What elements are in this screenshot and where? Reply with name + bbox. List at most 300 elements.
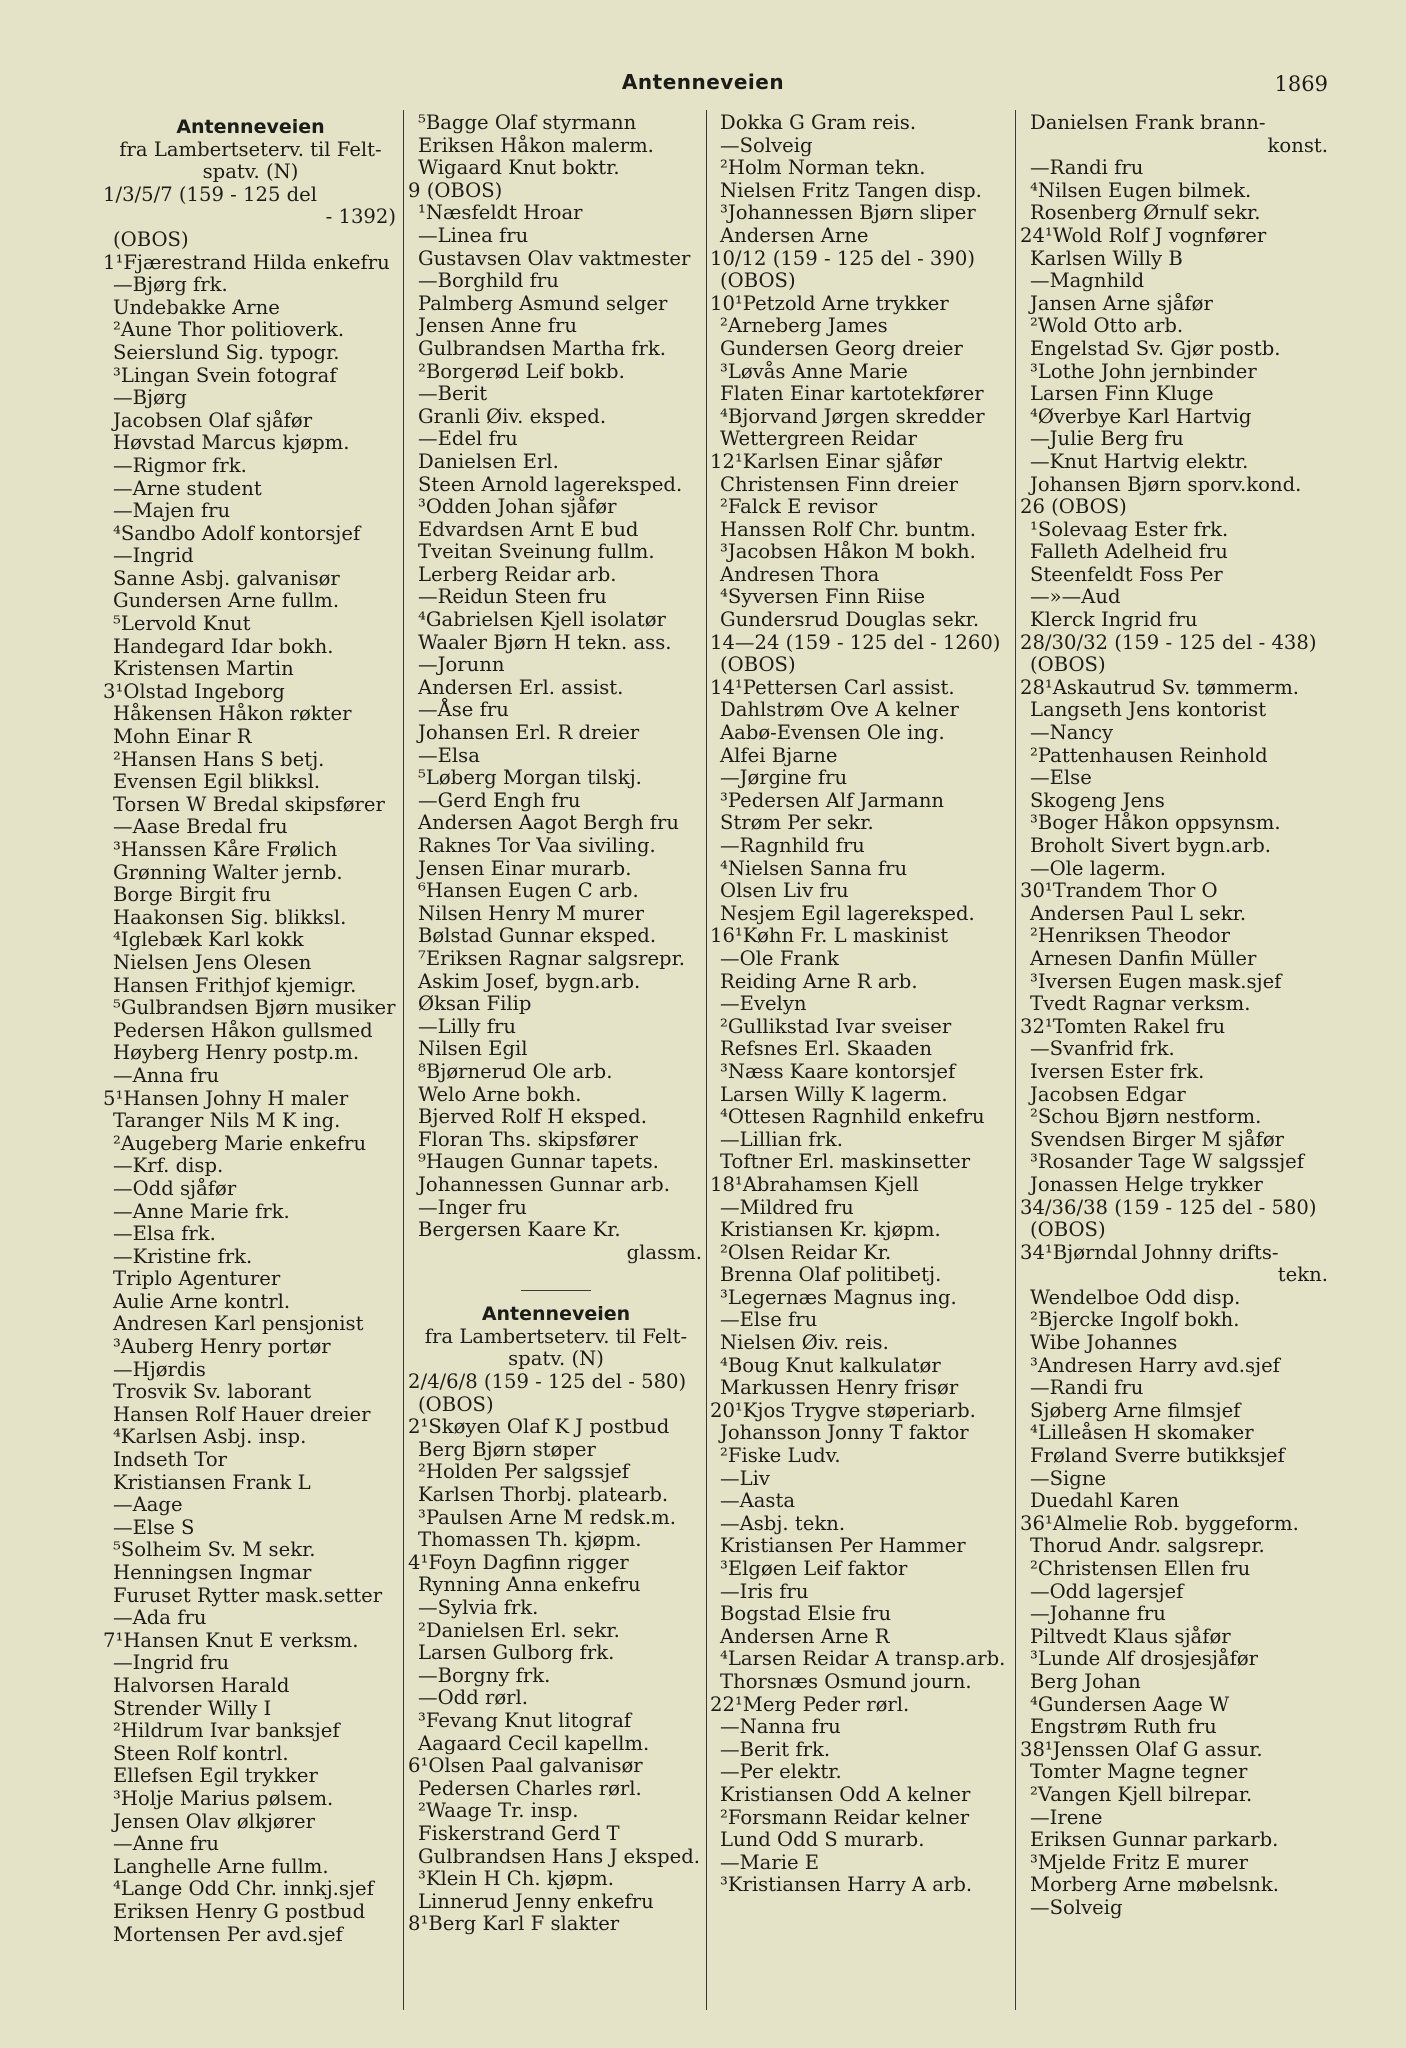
resident-entry: ²Christensen Ellen fru (1030, 1557, 1251, 1580)
resident-entry: Thorsnæs Osmund journ. (720, 1669, 972, 1693)
resident-entry: ²Aune Thor politioverk. (113, 318, 345, 342)
resident-entry: Thorud Andr. salgsrepr. (1030, 1534, 1265, 1558)
resident-entry: Larsen Finn Kluge (1030, 382, 1214, 406)
resident-entry: ³Elgøen Leif faktor (720, 1557, 908, 1580)
street-heading: Antenneveien (481, 1303, 631, 1326)
resident-entry: (OBOS) (418, 1392, 494, 1416)
resident-entry: —Nanna fru (720, 1715, 841, 1739)
address-line: 24¹Wold Rolf J vognfører (1020, 223, 1267, 247)
resident-entry: Gundersen Georg dreier (720, 336, 963, 360)
resident-entry: ⁴Gundersen Aage W (1030, 1692, 1230, 1716)
resident-entry: Wendelboe Odd disp. (1030, 1285, 1241, 1309)
address-line: 10¹Petzold Arne trykker (710, 291, 949, 315)
resident-entry: Berg Bjørn støper (418, 1437, 596, 1461)
resident-entry: Kristensen Martin (113, 657, 294, 681)
resident-entry: —Lilly fru (418, 1014, 516, 1038)
resident-entry: ¹Næsfeldt Hroar (418, 201, 583, 225)
resident-entry: ²Falck E revisor (720, 495, 878, 519)
resident-entry: Eriksen Håkon malerm. (418, 133, 654, 157)
address-line: 22¹Merg Peder rørl. (710, 1692, 910, 1716)
resident-entry: Askim Josef, bygn.arb. (418, 969, 641, 993)
resident-entry: ³Holje Marius pølsem. (113, 1786, 334, 1810)
resident-entry: ⁹Haugen Gunnar tapets. (418, 1150, 659, 1174)
resident-entry: Refsnes Erl. Skaaden (720, 1037, 932, 1061)
resident-entry: Edvardsen Arnt E bud (418, 517, 639, 541)
resident-entry: ²Schou Bjørn nestform. (1030, 1105, 1262, 1129)
resident-entry: ³Pedersen Alf Jarmann (720, 788, 945, 812)
resident-entry: Nielsen Fritz Tangen disp. (720, 178, 982, 202)
resident-entry: (OBOS) (720, 269, 796, 293)
resident-entry: —Linea fru (418, 223, 529, 247)
resident-entry: —Kristine frk. (113, 1244, 253, 1268)
resident-entry: Jensen Anne fru (418, 314, 578, 338)
resident-entry: Linnerud Jenny enkefru (418, 1889, 654, 1913)
resident-entry: Kristiansen Kr. kjøpm. (720, 1218, 941, 1242)
resident-entry: ⁸Bjørnerud Ole arb. (418, 1059, 613, 1083)
resident-entry: —Iris fru (720, 1579, 809, 1603)
resident-entry: —Ingrid (113, 544, 194, 568)
resident-entry: Hansen Frithjof kjemigr. (113, 973, 357, 997)
resident-entry: ²Olsen Reidar Kr. (720, 1240, 892, 1264)
address-line: 9 (OBOS) (408, 178, 503, 202)
resident-entry: ³Paulsen Arne M redsk.m. (418, 1505, 676, 1529)
resident-entry: —Aage (113, 1493, 183, 1517)
address-line: 34/36/38 (159 - 125 del - 580) (1020, 1195, 1317, 1219)
resident-entry: —Marie E (720, 1850, 820, 1874)
resident-entry: ⁴Bjorvand Jørgen skredder (720, 404, 985, 428)
resident-entry: Gustavsen Olav vaktmester (418, 246, 691, 270)
address-line: 5¹Hansen Johny H maler (103, 1086, 349, 1110)
resident-entry: Berg Johan (1030, 1669, 1141, 1693)
resident-entry: Arnesen Danfin Müller (1030, 946, 1257, 970)
resident-entry: Toftner Erl. maskinsetter (720, 1150, 971, 1174)
resident-entry: Morberg Arne møbelsnk. (1030, 1873, 1280, 1897)
resident-entry: Klerck Ingrid fru (1030, 608, 1198, 632)
resident-entry: —Mildred fru (720, 1195, 854, 1219)
resident-entry: —Ingrid fru (113, 1651, 230, 1675)
resident-entry: —Lillian frk. (720, 1127, 843, 1151)
column-rule (706, 110, 707, 2010)
resident-entry: Dahlstrøm Ove A kelner (720, 698, 959, 722)
resident-entry: —Berit (418, 382, 488, 406)
resident-entry: ⁴Gabrielsen Kjell isolatør (418, 608, 666, 632)
resident-entry: ³Legernæs Magnus ing. (720, 1285, 957, 1309)
resident-entry: ⁴Syversen Finn Riise (720, 585, 926, 609)
resident-entry: ⁴Boug Knut kalkulatør (720, 1353, 941, 1377)
address-line: 7¹Hansen Knut E verksm. (103, 1628, 359, 1652)
resident-entry: Sjøberg Arne filmsjef (1030, 1398, 1241, 1422)
resident-entry: ⁴Larsen Reidar A transp.arb. (720, 1647, 1006, 1671)
address-line: 16¹Køhn Fr. L maskinist (710, 924, 949, 948)
resident-entry: —Solveig (720, 133, 813, 157)
resident-entry: Alfei Bjarne (720, 743, 838, 767)
address-line: 2¹Skøyen Olaf K J postbud (408, 1415, 670, 1439)
resident-entry: —Odd lagersjef (1030, 1579, 1184, 1603)
resident-entry: ⁴Nielsen Sanna fru (720, 856, 908, 880)
resident-entry: Strender Willy I (113, 1696, 272, 1720)
resident-entry: (OBOS) (113, 227, 189, 251)
resident-entry: ³Rosander Tage W salgssjef (1030, 1150, 1305, 1174)
directory-column-1 (103, 112, 398, 2012)
resident-entry: Falleth Adelheid fru (1030, 540, 1228, 564)
resident-entry: ²Wold Otto arb. (1030, 314, 1184, 338)
resident-entry: Gulbrandsen Martha frk. (418, 336, 667, 360)
resident-entry: ⁵Solheim Sv. M sekr. (113, 1538, 316, 1562)
resident-entry: ³Odden Johan sjåfør (418, 495, 617, 519)
resident-entry: Pedersen Håkon gullsmed (113, 1018, 373, 1042)
resident-entry: Andresen Karl pensjonist (113, 1312, 364, 1336)
resident-entry: Høyberg Henry postp.m. (113, 1041, 360, 1065)
resident-entry: —Else fru (720, 1308, 818, 1332)
resident-entry: —Jorunn (418, 653, 505, 677)
resident-entry: Henningsen Ingmar (113, 1561, 312, 1584)
resident-entry: Høvstad Marcus kjøpm. (113, 431, 350, 455)
resident-entry: —Elsa (418, 743, 480, 767)
resident-entry: ³Mjelde Fritz E murer (1030, 1850, 1248, 1874)
resident-entry: Rosenberg Ørnulf sekr. (1030, 201, 1261, 225)
resident-entry: ²Hildrum Ivar banksjef (113, 1719, 340, 1743)
resident-entry: Welo Arne bokh. (418, 1082, 582, 1106)
resident-entry: ²Henriksen Theodor (1030, 924, 1230, 948)
resident-entry: Nesjem Egil lagereksped. (720, 901, 975, 925)
address-line: 3¹Olstad Ingeborg (103, 679, 285, 703)
resident-entry: Jacobsen Olaf sjåfør (113, 408, 313, 432)
address-line: 12¹Karlsen Einar sjåfør (710, 449, 942, 473)
resident-entry: Tveitan Sveinung fullm. (418, 540, 655, 564)
resident-entry: Grønning Walter jernb. (113, 860, 343, 884)
resident-entry: Haakonsen Sig. blikksl. (113, 905, 347, 929)
resident-entry: Indseth Tor (113, 1448, 227, 1472)
resident-entry: —Else (1030, 766, 1092, 790)
resident-entry: Strøm Per sekr. (720, 811, 874, 835)
resident-entry: Christensen Finn dreier (720, 472, 958, 496)
resident-entry: Gundersen Arne fullm. (113, 589, 340, 613)
resident-entry: Jensen Olav ølkjører (113, 1809, 316, 1833)
resident-entry: Andersen Arne R (720, 1624, 890, 1648)
continuation-line: - 1392) (325, 205, 396, 229)
address-line: 26 (OBOS) (1020, 495, 1127, 519)
resident-entry: —Julie Berg fru (1030, 427, 1184, 451)
resident-entry: —Jørgine fru (720, 766, 848, 790)
resident-entry: Steenfeldt Foss Per (1030, 562, 1223, 586)
resident-entry: Flaten Einar kartotekfører (720, 382, 984, 406)
resident-entry: (OBOS) (720, 653, 796, 677)
resident-entry: (OBOS) (1030, 1218, 1106, 1242)
directory-column-2 (408, 112, 704, 2012)
resident-entry: —Berit frk. (720, 1737, 831, 1761)
resident-entry: Trosvik Sv. laborant (113, 1380, 312, 1404)
resident-entry: Nilsen Egil (418, 1037, 528, 1061)
resident-entry: ²Bjercke Ingolf bokh. (1030, 1308, 1240, 1332)
resident-entry: —Inger fru (418, 1195, 527, 1219)
resident-entry: —Odd rørl. (418, 1686, 528, 1710)
resident-entry: —Rigmor frk. (113, 453, 247, 477)
resident-entry: Nielsen Øiv. reis. (720, 1331, 889, 1355)
street-description: spatv. (N) (508, 1347, 604, 1371)
resident-entry: ⁴Ottesen Ragnhild enkefru (720, 1105, 985, 1129)
resident-entry: Bergersen Kaare Kr. (418, 1218, 621, 1242)
address-line: 2/4/6/8 (159 - 125 del - 580) (408, 1370, 687, 1394)
resident-entry: Johansson Jonny T faktor (720, 1421, 969, 1445)
resident-entry: Jacobsen Edgar (1030, 1082, 1186, 1106)
resident-entry: ⁵Løberg Morgan tilskj. (418, 766, 642, 790)
street-description: fra Lambertseterv. til Felt- (424, 1324, 688, 1348)
resident-entry: Danielsen Erl. (418, 449, 559, 473)
resident-entry: Reiding Arne R arb. (720, 969, 918, 993)
resident-entry: Furuset Rytter mask.setter (113, 1583, 383, 1607)
resident-entry: Wigaard Knut boktr. (418, 156, 620, 180)
resident-entry: —Bjørg (113, 386, 187, 410)
resident-entry: Jensen Einar murarb. (418, 856, 632, 880)
resident-entry: Nielsen Jens Olesen (113, 950, 312, 974)
resident-entry: Kristiansen Odd A kelner (720, 1782, 971, 1806)
resident-entry: ³Lingan Svein fotograf (113, 363, 337, 387)
address-line: 1¹Fjærestrand Hilda enkefru (103, 250, 390, 274)
resident-entry: Larsen Gulborg frk. (418, 1641, 615, 1665)
resident-entry: Andersen Arne (720, 223, 869, 247)
resident-entry: —Nancy (1030, 721, 1114, 745)
resident-entry: Markussen Henry frisør (720, 1376, 959, 1400)
resident-entry: ²Holm Norman tekn. (720, 156, 926, 180)
address-line: 4¹Foyn Dagfinn rigger (408, 1550, 629, 1574)
resident-entry: ⁵Lervold Knut (113, 612, 251, 636)
resident-entry: ²Forsmann Reidar kelner (720, 1805, 970, 1829)
running-title: Antenneveien (621, 70, 785, 94)
resident-entry: Fiskerstrand Gerd T (418, 1821, 620, 1845)
street-description: fra Lambertseterv. til Felt- (119, 137, 382, 161)
resident-entry: ¹Solevaag Ester frk. (1030, 517, 1229, 541)
resident-entry: ²Vangen Kjell bilrepar. (1030, 1782, 1253, 1806)
resident-entry: ³Andresen Harry avd.sjef (1030, 1353, 1280, 1377)
resident-entry: —Signe (1030, 1466, 1107, 1490)
resident-entry: ⁴Lilleåsen H skomaker (1030, 1421, 1254, 1445)
resident-entry: Aulie Arne kontrl. (113, 1289, 291, 1313)
resident-entry: Pedersen Charles rørl. (418, 1776, 642, 1800)
resident-entry: —Reidun Steen fru (418, 585, 607, 609)
address-line: 8¹Berg Karl F slakter (408, 1912, 620, 1936)
address-line: 14—24 (159 - 125 del - 1260) (710, 630, 1001, 654)
resident-entry: —Åse fru (418, 698, 509, 722)
resident-entry: —Evelyn (720, 992, 807, 1016)
resident-entry: Broholt Sivert bygn.arb. (1030, 834, 1271, 857)
resident-entry: —Sylvia frk. (418, 1596, 539, 1619)
resident-entry: Bjerved Rolf H eksped. (418, 1105, 647, 1129)
resident-entry: ⁵Gulbrandsen Bjørn musiker (113, 996, 396, 1020)
resident-entry: Floran Ths. skipsfører (418, 1127, 638, 1151)
resident-entry: Johansen Erl. R dreier (418, 721, 640, 745)
address-line: 1/3/5/7 (159 - 125 del (103, 182, 318, 206)
resident-entry: Granli Øiv. eksped. (418, 404, 607, 428)
resident-entry: ²Borgerød Leif bokb. (418, 359, 625, 383)
resident-entry: —Ole Frank (720, 946, 839, 970)
resident-entry: Larsen Willy K lagerm. (720, 1082, 948, 1106)
resident-entry: —Svanfrid frk. (1030, 1037, 1175, 1061)
resident-entry: Andersen Erl. assist. (418, 675, 624, 699)
resident-entry: Håkensen Håkon røkter (113, 702, 352, 726)
resident-entry: Steen Rolf kontrl. (113, 1741, 289, 1765)
resident-entry: ³Boger Håkon oppsynsm. (1030, 811, 1281, 835)
resident-entry: ⁴Iglebæk Karl kokk (113, 928, 304, 952)
address-line: 38¹Jenssen Olaf G assur. (1020, 1737, 1263, 1761)
resident-entry: Gulbrandsen Hans J eksped. (418, 1844, 700, 1868)
resident-entry: Hansen Rolf Hauer dreier (113, 1402, 371, 1426)
resident-entry: Langhelle Arne fullm. (113, 1854, 329, 1878)
resident-entry: ³Klein H Ch. kjøpm. (418, 1867, 614, 1891)
resident-entry: ³Johannessen Bjørn sliper (720, 201, 976, 225)
address-line: 34¹Bjørndal Johnny drifts- (1020, 1240, 1279, 1264)
address-line: 20¹Kjos Trygve støperiarb. (710, 1398, 976, 1422)
resident-entry: Aagaard Cecil kapellm. (418, 1731, 650, 1755)
resident-entry: ²Hansen Hans S betj. (113, 747, 325, 771)
resident-entry: Johansen Bjørn sporv.kond. (1030, 472, 1302, 496)
resident-entry: Øksan Filip (418, 992, 532, 1016)
resident-entry: —Majen fru (113, 499, 231, 523)
resident-entry: Olsen Liv fru (720, 879, 849, 903)
resident-entry: —Per elektr. (720, 1760, 842, 1784)
continuation-line: konst. (1267, 133, 1328, 157)
resident-entry: Seierslund Sig. typogr. (113, 340, 340, 364)
resident-entry: —Knut Hartvig elektr. (1030, 449, 1249, 473)
resident-entry: ²Waage Tr. insp. (418, 1799, 579, 1823)
resident-entry: ⁴Lange Odd Chr. innkj.sjef (113, 1877, 374, 1901)
resident-entry: Eriksen Henry G postbud (113, 1899, 366, 1923)
resident-entry: Mortensen Per avd.sjef (113, 1922, 343, 1946)
resident-entry: —Krf. disp. (113, 1154, 224, 1178)
address-line: 36¹Almelie Rob. byggeform. (1020, 1511, 1299, 1535)
street-heading: Antenneveien (176, 116, 325, 138)
resident-entry: Sanne Asbj. galvanisør (113, 566, 340, 590)
section-separator (521, 1290, 591, 1291)
resident-entry: Tvedt Ragnar verksm. (1030, 992, 1251, 1016)
resident-entry: Bogstad Elsie fru (720, 1602, 892, 1626)
resident-entry: ³Jacobsen Håkon M bokh. (720, 540, 976, 564)
address-line: 10/12 (159 - 125 del - 390) (710, 246, 975, 270)
street-description: spatv. (N) (202, 160, 299, 184)
resident-entry: —Ada fru (113, 1606, 207, 1630)
resident-entry: Wettergreen Reidar (720, 427, 917, 451)
resident-entry: Andersen Aagot Bergh fru (418, 811, 680, 835)
resident-entry: Langseth Jens kontorist (1030, 698, 1267, 722)
resident-entry: ³Fevang Knut litograf (418, 1708, 632, 1732)
resident-entry: —Arne student (113, 476, 262, 500)
resident-entry: Kristiansen Per Hammer (720, 1534, 966, 1558)
resident-entry: —Randi fru (1030, 156, 1144, 180)
resident-entry: Karlsen Thorbj. platearb. (418, 1483, 669, 1507)
resident-entry: Rynning Anna enkefru (418, 1573, 641, 1597)
directory-column-4 (1020, 112, 1330, 2012)
resident-entry: Iversen Ester frk. (1030, 1059, 1205, 1083)
resident-entry: Frøland Sverre butikksjef (1030, 1444, 1285, 1468)
resident-entry: —Anne fru (113, 1832, 220, 1856)
resident-entry: —Edel fru (418, 427, 518, 451)
resident-entry: Wibe Johannes (1030, 1331, 1178, 1355)
resident-entry: Palmberg Asmund selger (418, 291, 668, 315)
resident-entry: Duedahl Karen (1030, 1489, 1180, 1513)
resident-entry: —Aase Bredal fru (113, 815, 288, 839)
resident-entry: Triplo Agenturer (113, 1267, 281, 1291)
resident-entry: ⁴Karlsen Asbj. insp. (113, 1425, 307, 1449)
resident-entry: Hanssen Rolf Chr. buntm. (720, 517, 976, 541)
resident-entry: Brenna Olaf politibetj. (720, 1263, 942, 1287)
resident-entry: Johannessen Gunnar arb. (418, 1172, 670, 1196)
resident-entry: —Anna fru (113, 1063, 220, 1087)
resident-entry: Undebakke Arne (113, 295, 280, 319)
resident-entry: ⁴Øverbye Karl Hartvig (1030, 404, 1252, 428)
resident-entry: ²Danielsen Erl. sekr. (418, 1618, 620, 1642)
address-line: 28/30/32 (159 - 125 del - 438) (1020, 630, 1317, 654)
resident-entry: Kristiansen Frank L (113, 1470, 311, 1494)
resident-entry: Evensen Egil blikksl. (113, 770, 321, 794)
resident-entry: (OBOS) (1030, 653, 1106, 677)
resident-entry: —Gerd Engh fru (418, 788, 581, 812)
address-line: 30¹Trandem Thor O (1020, 879, 1218, 903)
resident-entry: Andersen Paul L sekr. (1030, 901, 1247, 925)
resident-entry: Waaler Bjørn H tekn. ass. (418, 630, 672, 654)
resident-entry: —Hjørdis (113, 1357, 206, 1381)
address-line: 32¹Tomten Rakel fru (1020, 1014, 1226, 1038)
resident-entry: ³Kristiansen Harry A arb. (720, 1873, 973, 1897)
resident-entry: ³Auberg Henry portør (113, 1335, 331, 1359)
resident-entry: —Liv (720, 1466, 770, 1490)
resident-entry: ⁴Nilsen Eugen bilmek. (1030, 178, 1252, 202)
address-line: 18¹Abrahamsen Kjell (710, 1172, 919, 1196)
resident-entry: ³Lothe John jernbinder (1030, 359, 1257, 383)
resident-entry: Steen Arnold lagereksped. (418, 472, 683, 496)
resident-entry: Andresen Thora (720, 562, 880, 586)
address-line: 6¹Olsen Paal galvanisør (408, 1754, 643, 1778)
resident-entry: ⁵Bagge Olaf styrmann (418, 112, 637, 134)
resident-entry: Ellefsen Egil trykker (113, 1764, 318, 1788)
resident-entry: Eriksen Gunnar parkarb. (1030, 1828, 1279, 1852)
resident-entry: Borge Birgit fru (113, 883, 272, 907)
resident-entry: Aabø-Evensen Ole ing. (720, 721, 945, 745)
resident-entry: —Bjørg frk. (113, 273, 228, 297)
page-number: 1869 (1274, 72, 1328, 96)
resident-entry: ³Løvås Anne Marie (720, 359, 908, 383)
resident-entry: Karlsen Willy B (1030, 246, 1183, 270)
resident-entry: Handegard Idar bokh. (113, 634, 334, 658)
resident-entry: —Ole lagerm. (1030, 856, 1167, 880)
continuation-line: tekn. (1277, 1263, 1328, 1287)
resident-entry: Piltvedt Klaus sjåfør (1030, 1624, 1231, 1648)
resident-entry: Jonassen Helge trykker (1030, 1172, 1263, 1196)
resident-entry: Bølstad Gunnar eksped. (418, 924, 657, 948)
resident-entry: —Anne Marie frk. (113, 1199, 290, 1223)
resident-entry: Engstrøm Ruth fru (1030, 1715, 1217, 1739)
resident-entry: Svendsen Birger M sjåfør (1030, 1127, 1285, 1151)
resident-entry: —Odd sjåfør (113, 1176, 237, 1200)
resident-entry: Lund Odd S murarb. (720, 1828, 925, 1852)
resident-entry: —Aasta (720, 1489, 796, 1513)
resident-entry: —Solveig (1030, 1895, 1123, 1919)
resident-entry: Raknes Tor Vaa siviling. (418, 834, 656, 857)
resident-entry: Thomassen Th. kjøpm. (418, 1528, 642, 1552)
resident-entry: —Asbj. tekn. (720, 1511, 846, 1535)
resident-entry: Dokka G Gram reis. (720, 112, 917, 134)
resident-entry: ²Pattenhausen Reinhold (1030, 743, 1268, 767)
resident-entry: Mohn Einar R (113, 725, 252, 749)
resident-entry: Gundersrud Douglas sekr. (720, 608, 980, 632)
resident-entry: —Magnhild (1030, 269, 1145, 293)
resident-entry: —Randi fru (1030, 1376, 1144, 1400)
resident-entry: —Borgny frk. (418, 1663, 551, 1687)
directory-column-3 (710, 112, 1014, 2012)
resident-entry: ⁶Hansen Eugen C arb. (418, 879, 639, 903)
resident-entry: Danielsen Frank brann- (1030, 112, 1266, 134)
resident-entry: Taranger Nils M K ing. (113, 1109, 341, 1133)
address-line: 14¹Pettersen Carl assist. (710, 675, 955, 699)
resident-entry: Nilsen Henry M murer (418, 901, 644, 925)
